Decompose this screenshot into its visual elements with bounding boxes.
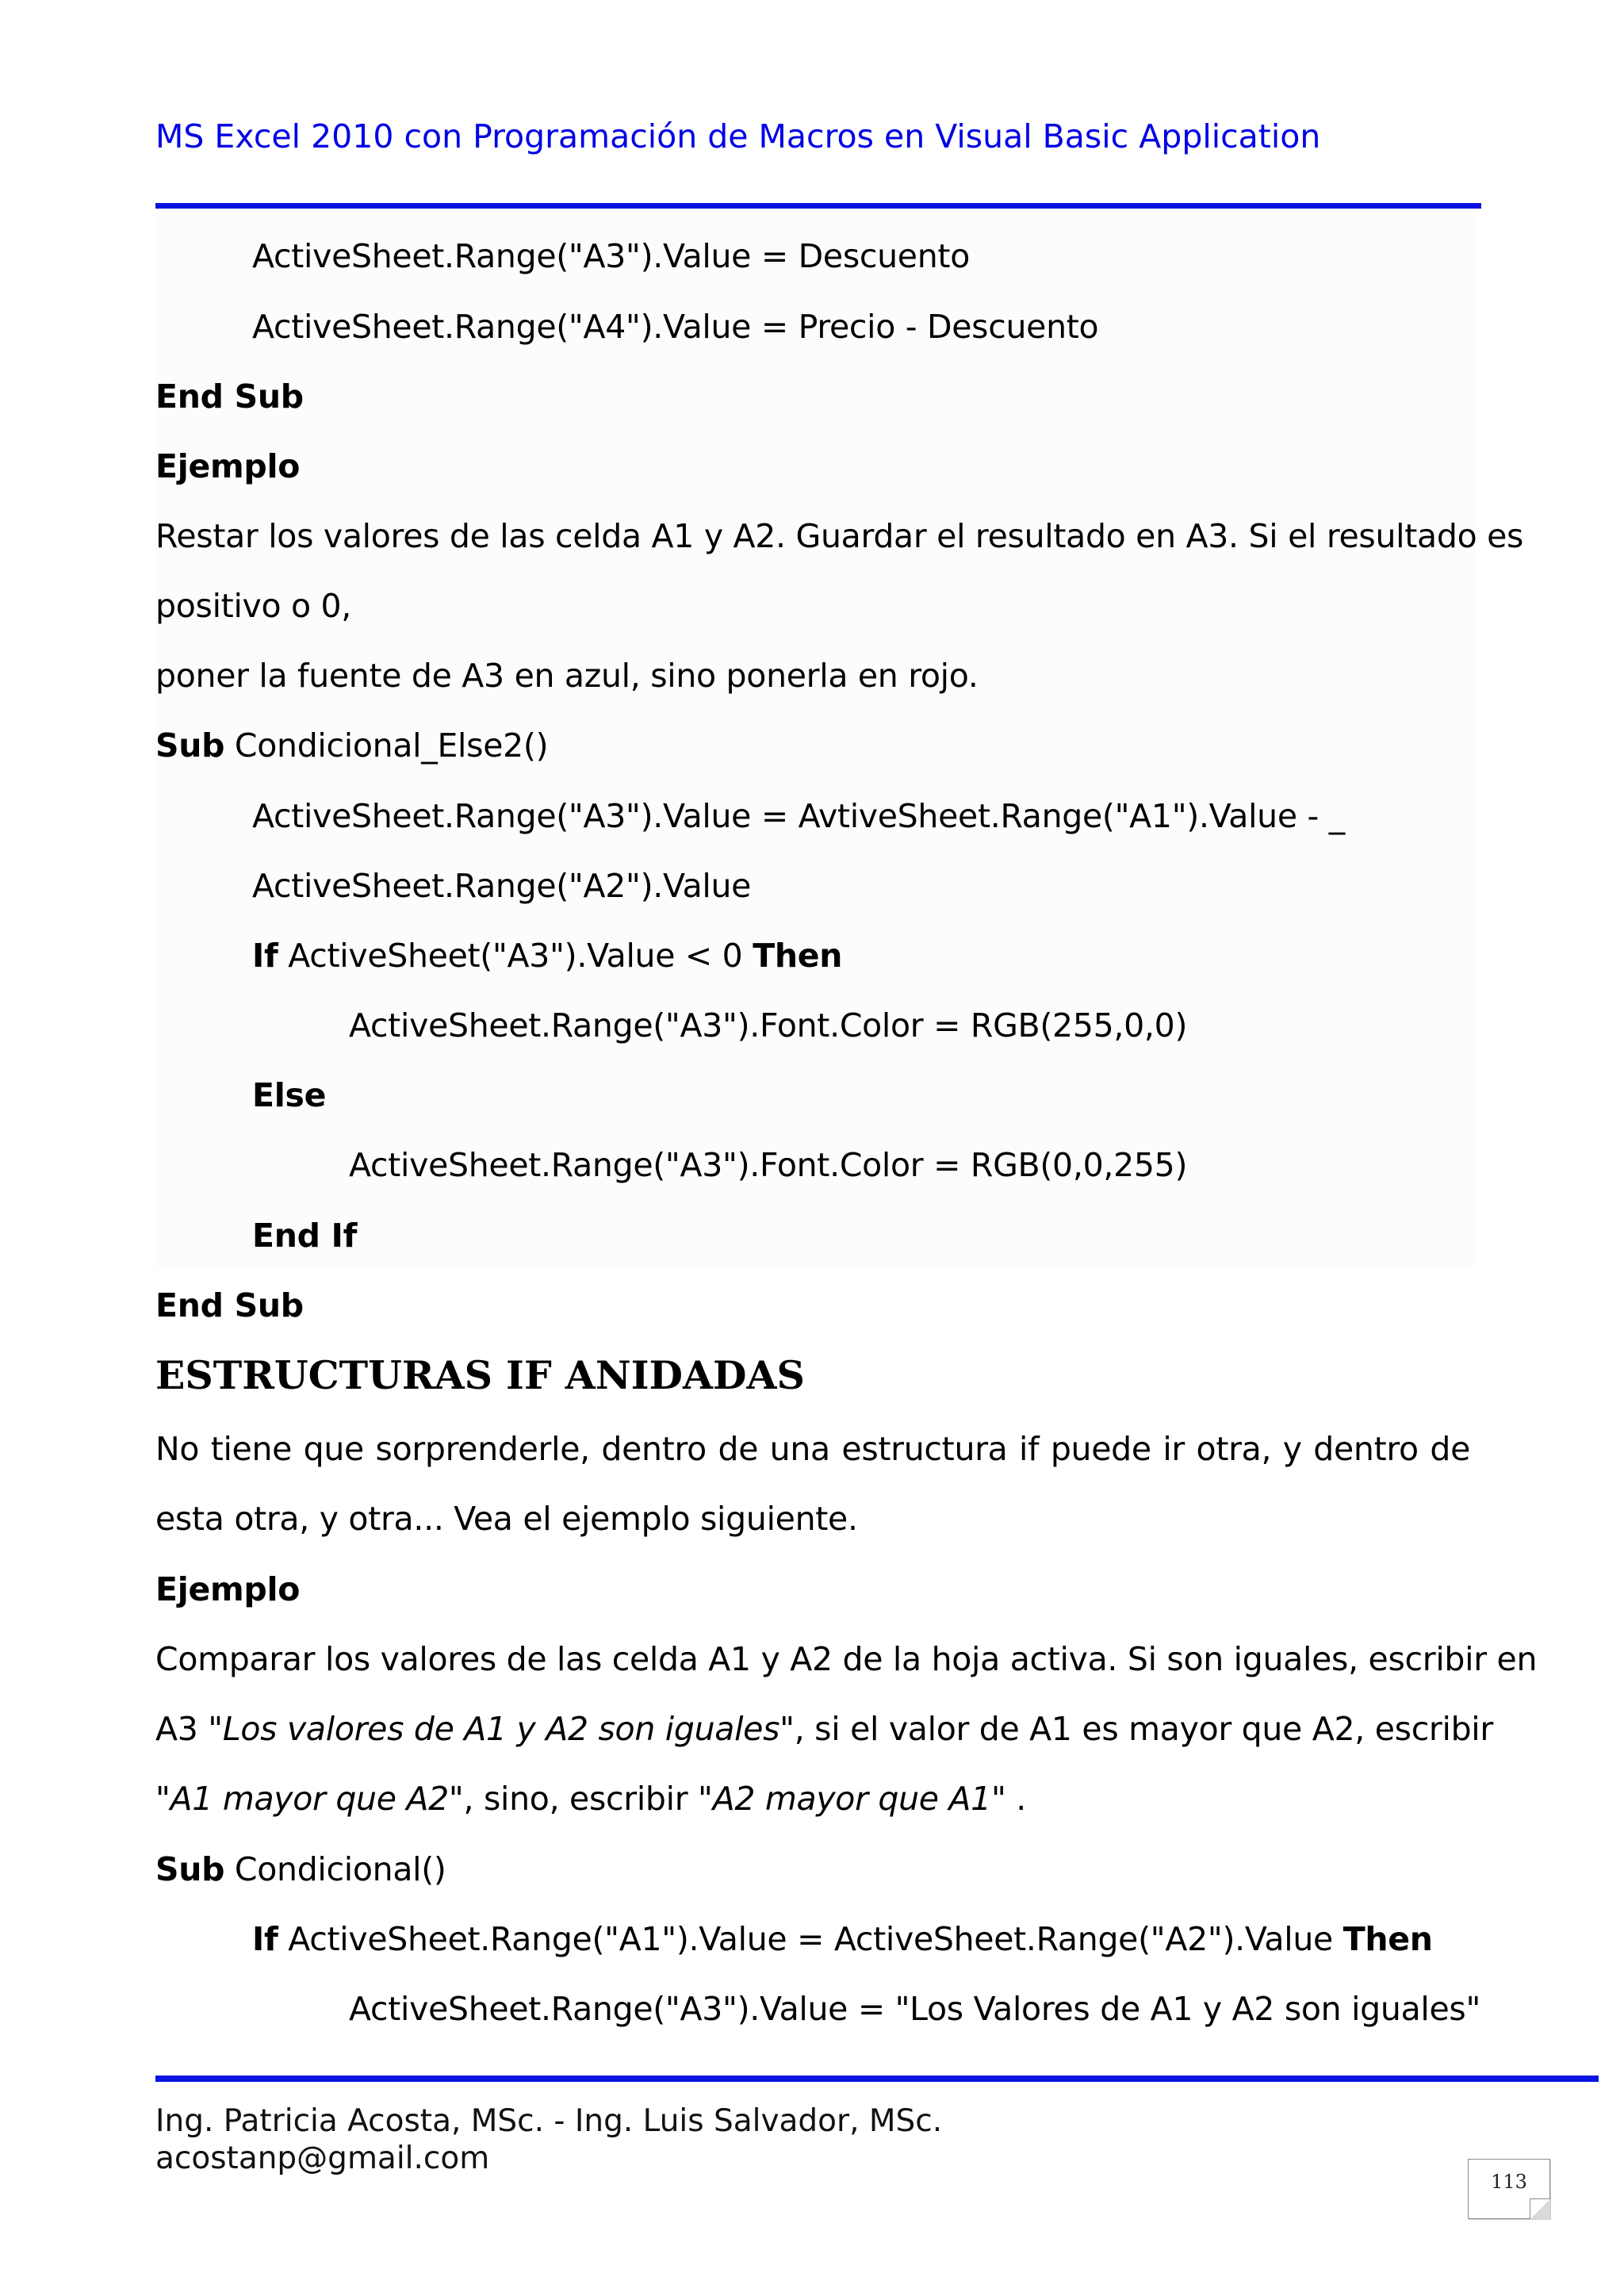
paragraph-line: poner la fuente de A3 en azul, sino ponerla en rojo. [155, 657, 979, 695]
text-run: , si el valor de A1 es mayor que A2, escribir [794, 1710, 1493, 1748]
code-line: ActiveSheet.Range("A3").Font.Color = RGB(255,0,0) [349, 1006, 1188, 1045]
keyword: Sub [155, 726, 225, 765]
footer-authors: Ing. Patricia Acosta, MSc. - Ing. Luis Salvador, MSc. [155, 2103, 943, 2139]
code-text: ActiveSheet("A3").Value < 0 [278, 937, 753, 975]
paragraph-line [155, 1777, 1026, 1821]
code-sub-declaration [155, 1847, 446, 1892]
italic-quote: "A1 mayor que A2" [155, 1780, 464, 1818]
code-line: ActiveSheet.Range("A3").Value = "Los Valores de A1 y A2 son iguales" [349, 1990, 1481, 2028]
example-label: Ejemplo [155, 1570, 301, 1608]
code-end-sub: End Sub [155, 1286, 304, 1324]
code-line: ActiveSheet.Range("A2").Value [252, 867, 752, 905]
code-line: ActiveSheet.Range("A3").Value = AvtiveSheet.Range("A1").Value - _ [252, 797, 1345, 835]
code-end-if: End If [252, 1217, 358, 1255]
code-sub-declaration [155, 723, 548, 768]
code-text: ActiveSheet.Range("A1").Value = ActiveSheet.Range("A2").Value [278, 1920, 1343, 1958]
footer-email: acostanp@gmail.com [155, 2141, 490, 2176]
code-else: Else [252, 1076, 327, 1114]
text-run: A3 [155, 1710, 209, 1748]
keyword: Then [753, 937, 843, 975]
keyword: If [252, 937, 278, 975]
paragraph-line: esta otra, y otra... Vea el ejemplo siguiente. [155, 1500, 858, 1538]
text-run: . [1005, 1780, 1026, 1818]
paragraph-line: No tiene que sorprenderle, dentro de una estructura if puede ir otra, y dentro de [155, 1430, 1470, 1468]
code-text: Condicional_Else2() [224, 726, 549, 765]
paragraph-line: positivo o 0, [155, 587, 352, 625]
paragraph-line: Restar los valores de las celda A1 y A2. Guardar el resultado en A3. Si el resultado es [155, 517, 1524, 555]
italic-quote: "A2 mayor que A1" [698, 1780, 1006, 1818]
code-line: ActiveSheet.Range("A3").Font.Color = RGB(0,0,255) [349, 1146, 1188, 1184]
code-line: ActiveSheet.Range("A3").Value = Descuento [252, 237, 970, 275]
keyword: Then [1342, 1920, 1433, 1958]
code-if-line [252, 933, 842, 978]
code-end-sub: End Sub [155, 378, 304, 416]
section-heading: ESTRUCTURAS IF ANIDADAS [155, 1352, 805, 1398]
footer-rule [155, 2076, 1599, 2082]
code-if-line [252, 1917, 1433, 1961]
code-line: ActiveSheet.Range("A4").Value = Precio - Descuento [252, 308, 1099, 346]
paragraph-line: Comparar los valores de las celda A1 y A2 de la hoja activa. Si son iguales, escribir en [155, 1640, 1538, 1678]
paragraph-line [155, 1707, 1493, 1751]
text-run: , sino, escribir [463, 1780, 699, 1818]
example-label: Ejemplo [155, 447, 301, 485]
page-fold-icon [1530, 2198, 1550, 2219]
code-text: Condicional() [224, 1850, 446, 1888]
italic-quote: "Los valores de A1 y A2 son iguales" [208, 1710, 795, 1748]
keyword: If [252, 1920, 278, 1958]
header-rule [155, 203, 1481, 209]
keyword: Sub [155, 1850, 225, 1888]
page-number: 113 [1491, 2171, 1527, 2193]
running-header-title: MS Excel 2010 con Programación de Macros en Visual Basic Application [155, 117, 1321, 155]
page-number-box [1468, 2159, 1550, 2219]
